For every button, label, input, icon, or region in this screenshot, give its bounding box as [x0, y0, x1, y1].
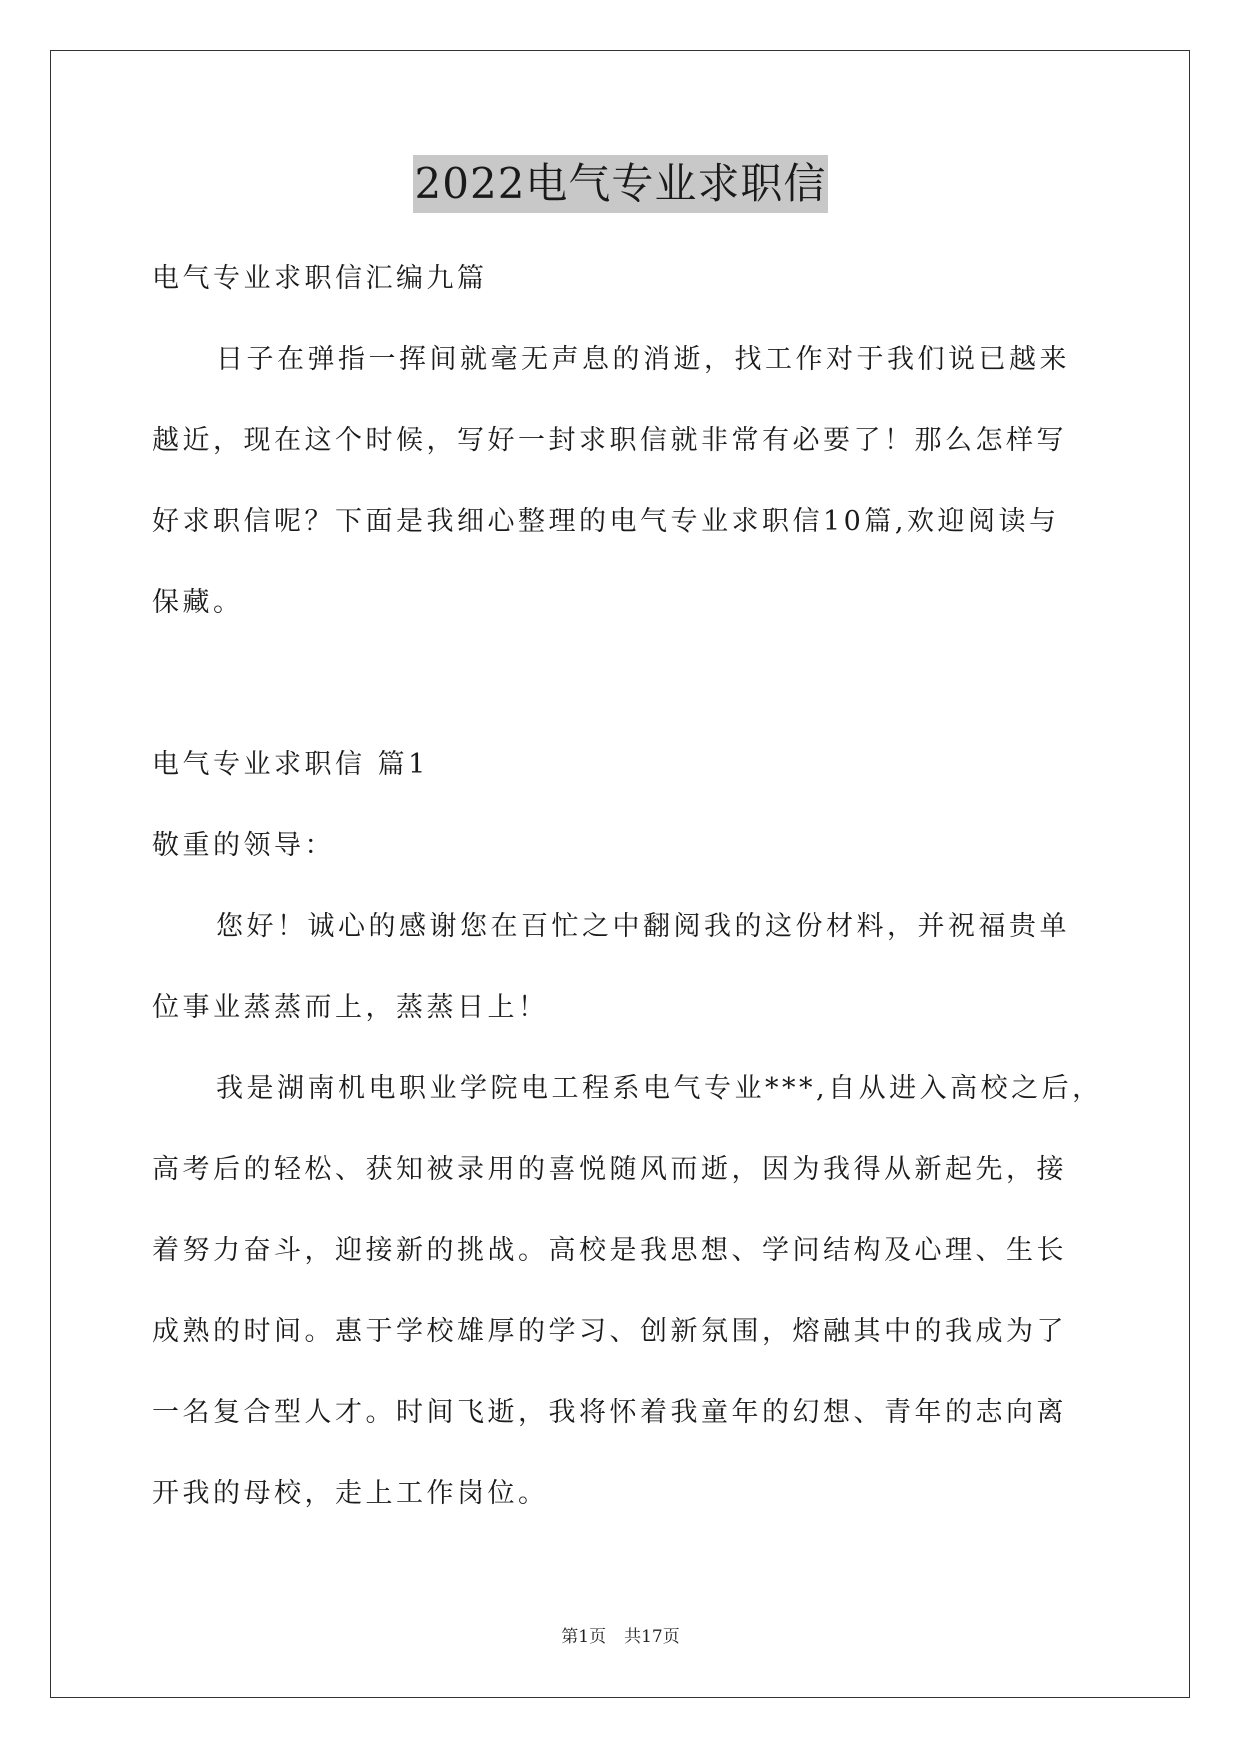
paragraph-line: 我是湖南机电职业学院电工程系电气专业***,自从进入高校之后，: [216, 1073, 1103, 1104]
document-title: 2022电气专业求职信: [413, 155, 829, 213]
intro-line: 好求职信呢？下面是我细心整理的电气专业求职信10篇,欢迎阅读与: [152, 506, 1060, 537]
paragraph-line: 高考后的轻松、获知被录用的喜悦随风而逝，因为我得从新起先，接: [152, 1154, 1067, 1185]
document-body: [152, 238, 1103, 1534]
title-container: [0, 155, 1241, 213]
document-subtitle: 电气专业求职信汇编九篇: [152, 263, 488, 294]
page-total: 共17页: [624, 1627, 680, 1647]
paragraph-line: 着努力奋斗，迎接新的挑战。高校是我思想、学问结构及心理、生长: [152, 1235, 1067, 1266]
paragraph-line: 开我的母校，走上工作岗位。: [152, 1478, 549, 1509]
intro-line: 保藏。: [152, 587, 244, 618]
intro-line: 越近，现在这个时候，写好一封求职信就非常有必要了！那么怎样写: [152, 425, 1067, 456]
paragraph-line: 成熟的时间。惠于学校雄厚的学习、创新氛围，熔融其中的我成为了: [152, 1316, 1067, 1347]
paragraph-line: 一名复合型人才。时间飞逝，我将怀着我童年的幻想、青年的志向离: [152, 1397, 1067, 1428]
page-number: 第1页: [561, 1627, 607, 1647]
page-footer: [0, 1622, 1241, 1647]
section-heading: 电气专业求职信 篇1: [152, 749, 429, 780]
intro-line: 日子在弹指一挥间就毫无声息的消逝，找工作对于我们说已越来: [216, 344, 1070, 375]
paragraph-line: 位事业蒸蒸而上，蒸蒸日上！: [152, 992, 549, 1023]
salutation: 敬重的领导：: [152, 830, 335, 861]
paragraph-gap: [152, 643, 1092, 724]
paragraph-line: 您好！诚心的感谢您在百忙之中翻阅我的这份材料，并祝福贵单: [216, 911, 1070, 942]
